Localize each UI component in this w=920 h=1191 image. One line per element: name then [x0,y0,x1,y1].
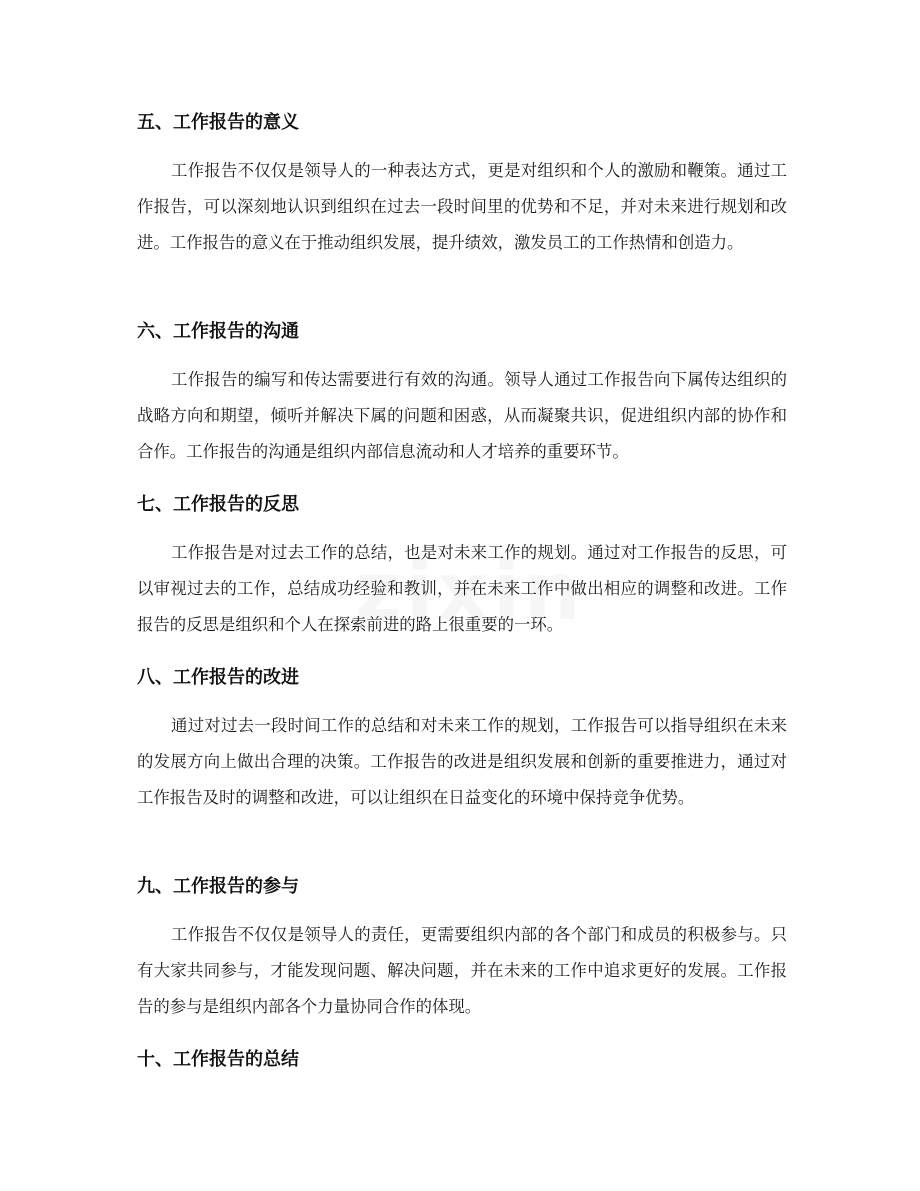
section-heading-6: 六、工作报告的沟通 [137,321,299,342]
section-body-7: 工作报告是对过去工作的总结，也是对未来工作的规划。通过对工作报告的反思，可以审视过去的工作，总结成功经验和教训，并在未来工作中做出相应的调整和改进。工作报告的反思是组织和个人在探索前进的路上很重要的一环。 [137,543,787,634]
section-heading-7: 七、工作报告的反思 [137,494,299,515]
section-body-6: 工作报告的编写和传达需要进行有效的沟通。领导人通过工作报告向下属传达组织的战略方向和期望，倾听并解决下属的问题和困惑，从而凝聚共识，促进组织内部的协作和合作。工作报告的沟通是组织内部信息流动和人才培养的重要环节。 [137,370,787,461]
section-heading-5: 五、工作报告的意义 [137,112,299,133]
section-body-5: 工作报告不仅仅是领导人的一种表达方式，更是对组织和个人的激励和鞭策。通过工作报告，可以深刻地认识到组织在过去一段时间里的优势和不足，并对未来进行规划和改进。工作报告的意义在于推动组织发展，提升绩效，激发员工的工作热情和创造力。 [137,161,787,252]
section-heading-8: 八、工作报告的改进 [137,667,299,688]
section-body-9: 工作报告不仅仅是领导人的责任，更需要组织内部的各个部门和成员的积极参与。只有大家共同参与，才能发现问题、解决问题，并在未来的工作中追求更好的发展。工作报告的参与是组织内部各个力量协同合作的体现。 [137,925,787,1016]
section-body-8: 通过对过去一段时间工作的总结和对未来工作的规划，工作报告可以指导组织在未来的发展方向上做出合理的决策。工作报告的改进是组织发展和创新的重要推进力，通过对工作报告及时的调整和改进，可以让组织在日益变化的环境中保持竞争优势。 [137,716,787,807]
section-heading-9: 九、工作报告的参与 [137,876,299,897]
section-heading-10: 十、工作报告的总结 [137,1049,299,1070]
